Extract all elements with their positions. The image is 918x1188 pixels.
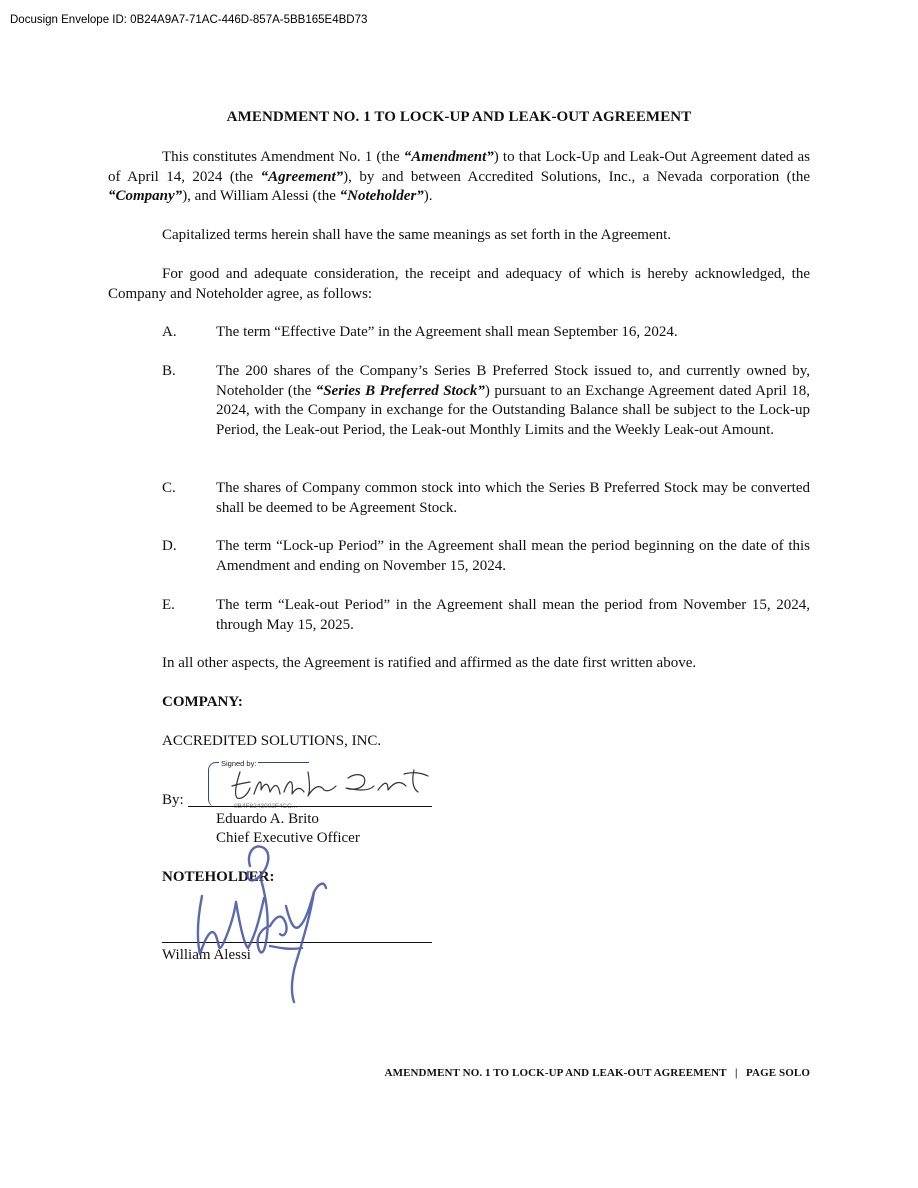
noteholder-heading: NOTEHOLDER: (162, 869, 275, 885)
list-item-c (162, 479, 810, 518)
document-title: AMENDMENT NO. 1 TO LOCK-UP AND LEAK-OUT AGREEMENT (226, 109, 692, 125)
defined-term-company: “Company” (108, 188, 183, 204)
envelope-id: Docusign Envelope ID: 0B24A9A7-71AC-446D-857A-5BB165E4BD73 (10, 14, 368, 26)
list-letter: D. (162, 538, 177, 554)
list-item-b (162, 362, 810, 440)
defined-term-agreement: “Agreement” (260, 168, 344, 185)
list-item-text: The term “Lock-up Period” in the Agreement shall mean the period beginning on the date of this Amendment and ending on November 15, 2024. (216, 538, 810, 574)
list-item-e (162, 596, 810, 635)
company-signature-line (188, 806, 432, 807)
by-label: By: (162, 792, 184, 808)
list-item-text: The 200 shares of the Company’s Series B Preferred Stock issued to, and currently owned by, Noteholder (the “Series B Preferred Stock”) pursuant to an Exchange Agreement dated April 18, 2024, with the Company in exchange for the Outstanding Balance shall be subject to the Lock-up Period, the Leak-out Period, the Leak-out Monthly Limits and the Weekly Leak-out Amount. (216, 363, 810, 438)
signed-by-label: Signed by: (221, 759, 257, 768)
list-item-text: The term “Effective Date” in the Agreement shall mean September 16, 2024. (216, 324, 678, 340)
list-letter: C. (162, 480, 176, 496)
list-item-text: The shares of Company common stock into which the Series B Preferred Stock may be converted shall be deemed to be Agreement Stock. (216, 480, 810, 516)
ceo-title: Chief Executive Officer (216, 830, 360, 846)
list-letter: A. (162, 324, 177, 340)
ceo-signature-image (228, 764, 438, 808)
consideration-paragraph: For good and adequate consideration, the receipt and adequacy of which is hereby acknowledged, the Company and Noteholder agree, as follows: (108, 266, 810, 302)
defined-term-series-b: “Series B Preferred Stock” (315, 382, 485, 399)
list-item-text: The term “Leak-out Period” in the Agreement shall mean the period from November 15, 2024, through May 15, 2025. (216, 597, 810, 633)
noteholder-name: William Alessi (162, 947, 251, 963)
list-letter: B. (162, 363, 176, 379)
company-name: ACCREDITED SOLUTIONS, INC. (162, 733, 382, 749)
docusign-signer-id: 0B4F8243002F4CC... (234, 803, 298, 810)
intro-paragraph: This constitutes Amendment No. 1 (the “Amendment”) to that Lock-Up and Leak-Out Agreement dated as of April 14, 2024 (the “Agreement”), by and between Accredited Solutions, Inc., a Nevada corporation (the “Company”), and William Alessi (the “Noteholder”). (108, 149, 810, 204)
defined-term-noteholder: “Noteholder” (339, 188, 424, 204)
capitalized-terms-paragraph: Capitalized terms herein shall have the same meanings as set forth in the Agreement. (162, 227, 672, 243)
list-item-d (162, 537, 810, 576)
defined-term-amendment: “Amendment” (403, 149, 494, 165)
page-footer: AMENDMENT NO. 1 TO LOCK-UP AND LEAK-OUT AGREEMENT | PAGE SOLO (384, 1067, 810, 1079)
list-letter: E. (162, 597, 175, 613)
ratified-paragraph: In all other aspects, the Agreement is ratified and affirmed as the date first written above. (162, 655, 697, 671)
ceo-name: Eduardo A. Brito (216, 811, 319, 827)
company-heading: COMPANY: (162, 694, 243, 710)
list-item-a (162, 323, 810, 343)
noteholder-signature-image (190, 836, 340, 1006)
